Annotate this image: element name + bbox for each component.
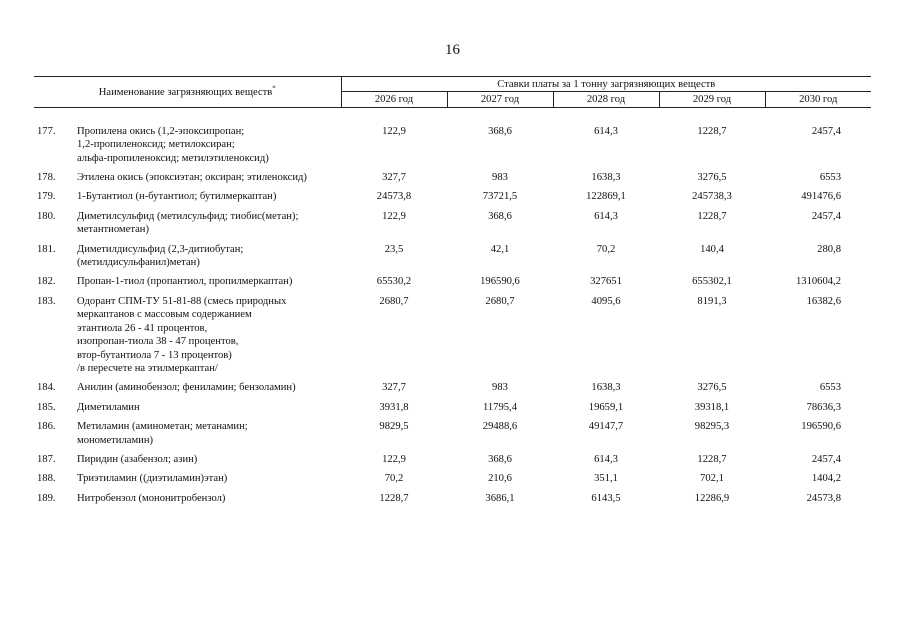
row-number: 188. xyxy=(37,473,56,485)
table-row xyxy=(34,492,871,511)
rate-value: 9829,5 xyxy=(379,421,409,433)
substance-name: Пропан-1-тиол (пропантиол, пропилмеркаптан) xyxy=(77,276,293,288)
table-body xyxy=(34,107,871,511)
rate-value: 140,4 xyxy=(700,243,724,255)
rate-value: 2457,4 xyxy=(811,210,841,222)
rate-value: 983 xyxy=(492,382,508,394)
table-row xyxy=(34,381,871,400)
rate-value: 122,9 xyxy=(382,125,406,137)
substance-name: Диметилдисульфид (2,3-дитиобутан; (метилдисульфанил)метан) xyxy=(77,243,244,269)
rate-value: 614,3 xyxy=(594,125,618,137)
rate-value: 122869,1 xyxy=(586,191,626,203)
rate-value: 98295,3 xyxy=(694,421,730,433)
rate-value: 6553 xyxy=(819,172,841,184)
pollutant-rates-table xyxy=(34,76,871,511)
rate-value: 351,1 xyxy=(594,473,618,485)
row-number: 187. xyxy=(37,453,56,465)
rate-value: 70,2 xyxy=(596,243,616,255)
rate-value: 491476,6 xyxy=(801,191,841,203)
rate-value: 1404,2 xyxy=(811,473,841,485)
year-header: 2026 год xyxy=(341,92,447,107)
year-header: 2027 год xyxy=(447,92,553,107)
rate-value: 70,2 xyxy=(384,473,404,485)
row-number: 182. xyxy=(37,276,56,288)
substance-name: Нитробензол (мононитробензол) xyxy=(77,492,226,504)
table-row xyxy=(34,171,871,190)
rate-value: 6553 xyxy=(819,382,841,394)
substance-name: Одорант СПМ-ТУ 51-81-88 (смесь природных меркаптанов с массовым содержанием этантиола 26 - 41 процентов, изопропан-тиола 38 - 47 процентов, втор-бутантиола 7 - 13 процентов) /в пересчете на этилмеркаптан/ xyxy=(77,295,287,374)
substance-name: Анилин (аминобензол; фениламин; бензоламин) xyxy=(77,382,296,394)
row-number: 189. xyxy=(37,492,56,504)
table-row xyxy=(34,243,871,276)
rate-value: 1228,7 xyxy=(697,125,727,137)
header-row-group xyxy=(34,77,871,92)
rate-value: 12286,9 xyxy=(694,492,730,504)
rate-value: 1228,7 xyxy=(379,492,409,504)
substance-name: Пиридин (азабензол; азин) xyxy=(77,453,198,465)
rate-value: 702,1 xyxy=(700,473,724,485)
rate-value: 655302,1 xyxy=(692,276,732,288)
year-header: 2028 год xyxy=(553,92,659,107)
rate-value: 327,7 xyxy=(382,172,406,184)
rate-value: 1228,7 xyxy=(697,210,727,222)
table-row xyxy=(34,125,871,171)
substance-name: Диметиламин xyxy=(77,401,140,413)
rate-value: 327651 xyxy=(590,276,622,288)
rate-value: 49147,7 xyxy=(588,421,624,433)
rate-value: 65530,2 xyxy=(376,276,412,288)
rate-value: 122,9 xyxy=(382,210,406,222)
substance-name: Диметилсульфид (метилсульфид; тиобис(метан); метантиометан) xyxy=(77,210,299,236)
row-number: 180. xyxy=(37,210,56,222)
rate-value: 29488,6 xyxy=(482,421,518,433)
row-number: 178. xyxy=(37,172,56,184)
rate-value: 280,8 xyxy=(817,243,841,255)
substance-name: Триэтиламин ((диэтиламин)этан) xyxy=(77,473,228,485)
rate-value: 1228,7 xyxy=(697,453,727,465)
rate-value: 368,6 xyxy=(488,453,512,465)
table-row xyxy=(34,472,871,491)
row-number: 181. xyxy=(37,243,56,255)
rate-value: 3931,8 xyxy=(379,401,409,413)
rate-value: 196590,6 xyxy=(801,421,841,433)
rate-value: 78636,3 xyxy=(806,401,841,413)
rate-value: 1638,3 xyxy=(591,382,621,394)
substance-name: 1-Бутантиол (н-бутантиол; бутилмеркаптан) xyxy=(77,191,277,203)
row-number: 179. xyxy=(37,191,56,203)
table-row xyxy=(34,420,871,453)
rate-value: 16382,6 xyxy=(806,295,841,307)
row-number: 186. xyxy=(37,421,56,433)
rate-value: 614,3 xyxy=(594,453,618,465)
rate-value: 19659,1 xyxy=(588,401,624,413)
table-row xyxy=(34,295,871,381)
rate-value: 196590,6 xyxy=(480,276,520,288)
rate-value: 368,6 xyxy=(488,125,512,137)
rate-value: 39318,1 xyxy=(694,401,730,413)
rate-value: 2680,7 xyxy=(485,295,515,307)
rate-value: 2457,4 xyxy=(811,453,841,465)
page-number: 16 xyxy=(445,42,460,58)
rate-value: 23,5 xyxy=(384,243,404,255)
name-column-header: Наименование загрязняющих веществ* xyxy=(34,77,341,108)
row-number: 183. xyxy=(37,295,56,307)
rate-value: 245738,3 xyxy=(692,191,732,203)
rate-value: 24573,8 xyxy=(806,492,841,504)
rate-value: 2457,4 xyxy=(811,125,841,137)
rates-group-header: Ставки платы за 1 тонну загрязняющих веществ xyxy=(341,77,871,92)
table-row xyxy=(34,453,871,472)
rate-value: 42,1 xyxy=(490,243,510,255)
rate-value: 6143,5 xyxy=(591,492,621,504)
rate-value: 3276,5 xyxy=(697,382,727,394)
rate-value: 73721,5 xyxy=(482,191,518,203)
table-row xyxy=(34,401,871,420)
row-number: 185. xyxy=(37,401,56,413)
rate-value: 24573,8 xyxy=(376,191,412,203)
rate-value: 210,6 xyxy=(488,473,512,485)
year-header: 2029 год xyxy=(659,92,765,107)
footnote-marker: * xyxy=(272,84,276,93)
rate-value: 983 xyxy=(492,172,508,184)
rate-value: 327,7 xyxy=(382,382,406,394)
rate-value: 8191,3 xyxy=(697,295,727,307)
rate-value: 3276,5 xyxy=(697,172,727,184)
rate-value: 11795,4 xyxy=(482,401,518,413)
rate-value: 614,3 xyxy=(594,210,618,222)
table-row xyxy=(34,190,871,209)
rate-value: 122,9 xyxy=(382,453,406,465)
substance-name: Пропилена окись (1,2-эпоксипропан; 1,2-пропиленоксид; метилоксиран; альфа-пропиленоксид; метилэтиленоксид) xyxy=(77,125,269,164)
table-row xyxy=(34,275,871,294)
table-row xyxy=(34,210,871,243)
rate-value: 3686,1 xyxy=(485,492,515,504)
rate-value: 4095,6 xyxy=(591,295,621,307)
rate-value: 368,6 xyxy=(488,210,512,222)
rate-value: 1638,3 xyxy=(591,172,621,184)
substance-name: Метиламин (аминометан; метанамин; монометиламин) xyxy=(77,421,248,446)
year-header: 2030 год xyxy=(765,92,871,107)
rate-value: 1310604,2 xyxy=(795,276,841,288)
substance-name: Этилена окись (эпоксиэтан; оксиран; этиленоксид) xyxy=(77,172,307,184)
row-number: 177. xyxy=(37,125,56,137)
rate-value: 2680,7 xyxy=(379,295,409,307)
row-number: 184. xyxy=(37,382,56,394)
